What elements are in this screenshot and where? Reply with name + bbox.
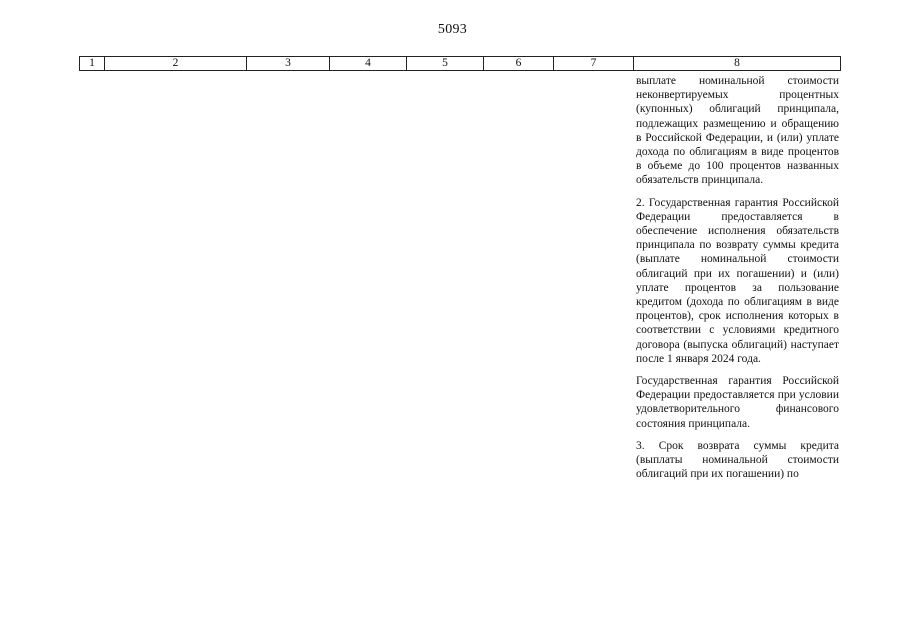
paragraph-financial-condition: Государственная гарантия Российской Федерации предоставляется при условии удовлетворительного финансового состояния принципала. — [636, 375, 839, 430]
column-header-7: 7 — [554, 57, 634, 70]
paragraph-item-2: 2. Государственная гарантия Российской Федерации предоставляется в обеспечение исполнения обязательств принципала по возврату суммы кредита (выплате номинальной стоимости облигаций при их погашении) и (или) уплате процентов за пользование кредитом (дохода по облигациям в виде процентов), срок исполнения которых в соответствии с условиями кредитного договора (выпуска облигаций) наступает после 1 января 2024 года. — [636, 196, 839, 365]
column-header-5: 5 — [407, 57, 484, 70]
column-header-4: 4 — [330, 57, 407, 70]
paragraph-guarantee-scope: выплате номинальной стоимости неконвертируемых процентных (купонных) облигаций принципала, подлежащих размещению и обращению в Российской Федерации, и (или) уплате дохода по облигациям в виде процентов в объеме до 100 процентов названных обязательств принципала. — [636, 75, 839, 187]
column-header-3: 3 — [247, 57, 330, 70]
column-header-8: 8 — [734, 57, 740, 69]
paragraph-item-3: 3. Срок возврата суммы кредита (выплаты номинальной стоимости облигаций при их погашении) по — [636, 439, 839, 481]
table-header-row — [79, 56, 841, 71]
column-header-6: 6 — [484, 57, 554, 70]
page-number: 5093 — [437, 22, 468, 37]
column-header-2: 2 — [105, 57, 247, 70]
column-8-text — [636, 74, 839, 489]
column-header-1: 1 — [80, 57, 105, 70]
